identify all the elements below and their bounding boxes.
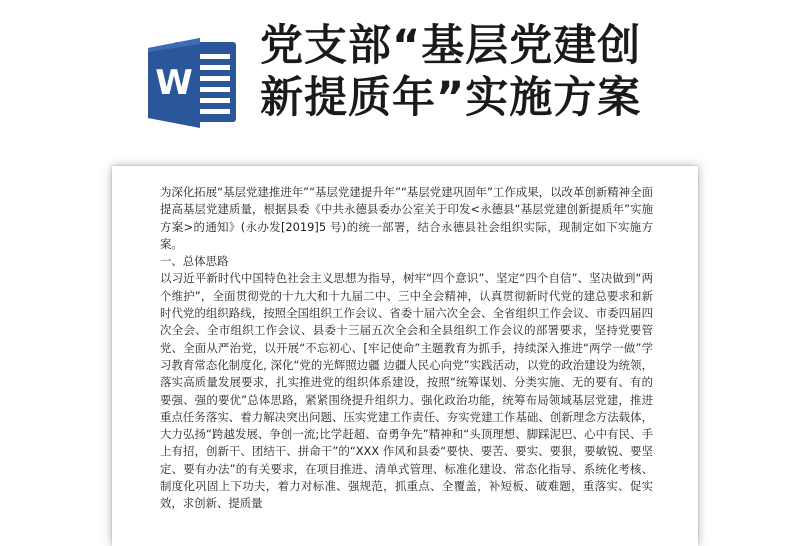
section-heading: 一、总体思路 [160,254,229,269]
document-body [160,184,653,513]
title-line-1: 党支部“基层党建创 [260,21,642,71]
header [0,0,800,150]
word-document-icon [144,30,244,130]
page-title [260,20,780,124]
intro-paragraph: 为深化拓展“基层党建推进年”“基层党建提升年”“基层党建巩固年”工作成果，以改革创新精神全面提高基层党建质量，根据县委《中共永德县委办公室关于印发<永德县“基层党建创新提质年”实施方案>的通知》(永办发[2019]5 号)的统一部署，结合永德县社会组织实际，现制定如下实施方案。 [160,185,653,251]
svg-text:W: W [155,63,193,103]
body-paragraph: 以习近平新时代中国特色社会主义思想为指导，树牢“四个意识”、坚定“四个自信”、坚决做到“两个维护”，全面贯彻党的十九大和十九届二中、三中全会精神，认真贯彻新时代党的建总要求和新时代党的组织路线，按照全国组织工作会议、省委十届六次全会、全省组织工作会议、市委四届四次全会、全市组织工作会议、县委十三届五次全会和全县组织工作会议的部署要求，坚持党要管党、全面从严治党，以开展“不忘初心、[牢记使命”主题教育为抓手，持续深入推进“两学一做”学习教育常态化制度化, 深化“党的光辉照边疆 边疆人民心向党”实践活动，以党的政治建设为统领，落实高质量发展要求，扎实推进党的组织体系建设，按照“统筹谋划、分类实施、无的要有、有的要强、强的要优”总体思路，紧紧围绕提升组织力、强化政治功能，统筹布局领域基层党建，推进重点任务落实、着力解决突出问题、压实党建工作责任、夯实党建工作基础、创新理念方法载体，大力弘扬“跨越发展、争创一流;比学赶超、奋勇争先”精神和“头顶理想、脚踩泥巴、心中有民、手上有招，创新干、团结干、拼命干”的“XXX 作风和县委“要快、要苦、要实、要狠，要敏锐、要坚定、要有办法”的有关要求，在项目推进、清单式管理、标准化建设、常态化指导、系统化考核、制度化巩固上下功夫，着力对标准、强规范，抓重点、全覆盖，补短板、破难题，重落实、促实效，求创新、提质量 [160,271,653,511]
title-line-2: 新提质年”实施方案 [260,73,642,123]
document-preview-page [112,166,698,546]
